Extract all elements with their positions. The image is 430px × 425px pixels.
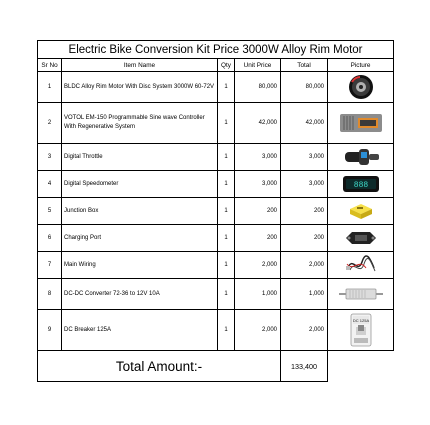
unit-price-cell: 42,000	[235, 103, 281, 144]
item-name-cell: Main Wiring	[62, 252, 218, 279]
sr-cell: 2	[38, 103, 62, 144]
sr-cell: 3	[38, 144, 62, 171]
item-name-cell: Junction Box	[62, 198, 218, 225]
picture-cell	[328, 171, 394, 198]
motor-icon	[328, 74, 393, 100]
picture-cell	[328, 310, 394, 351]
qty-cell: 1	[218, 225, 235, 252]
sr-cell: 5	[38, 198, 62, 225]
sr-cell: 1	[38, 72, 62, 103]
converter-icon	[328, 284, 393, 304]
picture-cell	[328, 225, 394, 252]
table-row	[38, 252, 394, 279]
unit-price-cell: 1,000	[235, 279, 281, 310]
header-row	[38, 59, 394, 72]
header-picture: Picture	[328, 59, 394, 72]
item-name-cell: BLDC Alloy Rim Motor With Disc System 3000W 60-72V	[62, 72, 218, 103]
sr-cell: 9	[38, 310, 62, 351]
sr-cell: 6	[38, 225, 62, 252]
sr-cell: 4	[38, 171, 62, 198]
unit-price-cell: 3,000	[235, 171, 281, 198]
item-name-cell: DC Breaker 125A	[62, 310, 218, 351]
table-row	[38, 103, 394, 144]
qty-cell: 1	[218, 144, 235, 171]
total-cell: 2,000	[281, 252, 328, 279]
item-name-cell: Digital Throttle	[62, 144, 218, 171]
picture-cell	[328, 103, 394, 144]
header-total: Total	[281, 59, 328, 72]
picture-cell	[328, 72, 394, 103]
table-title: Electric Bike Conversion Kit Price 3000W Alloy Rim Motor	[38, 41, 394, 59]
total-cell: 200	[281, 225, 328, 252]
unit-price-cell: 200	[235, 225, 281, 252]
total-cell: 80,000	[281, 72, 328, 103]
speedometer-icon	[328, 174, 393, 194]
charging-port-icon	[328, 228, 393, 248]
item-name-cell: Digital Speedometer	[62, 171, 218, 198]
qty-cell: 1	[218, 310, 235, 351]
table-row	[38, 279, 394, 310]
sr-cell: 7	[38, 252, 62, 279]
wiring-icon	[328, 254, 393, 276]
unit-price-cell: 2,000	[235, 252, 281, 279]
table-row	[38, 198, 394, 225]
table-row	[38, 171, 394, 198]
item-name-cell: VOTOL EM-150 Programmable Sine wave Controller With Regenerative System	[62, 103, 218, 144]
total-amount-value: 133,400	[281, 351, 328, 382]
table-row	[38, 72, 394, 103]
total-cell: 1,000	[281, 279, 328, 310]
table-row	[38, 144, 394, 171]
total-row	[38, 351, 394, 382]
unit-price-cell: 3,000	[235, 144, 281, 171]
sr-cell: 8	[38, 279, 62, 310]
price-sheet	[37, 40, 393, 382]
picture-cell	[328, 144, 394, 171]
total-cell: 3,000	[281, 144, 328, 171]
qty-cell: 1	[218, 72, 235, 103]
qty-cell: 1	[218, 171, 235, 198]
item-name-cell: Charging Port	[62, 225, 218, 252]
table-row	[38, 225, 394, 252]
qty-cell: 1	[218, 198, 235, 225]
junction-box-icon	[328, 201, 393, 221]
header-item-name: Item Name	[62, 59, 218, 72]
price-table	[37, 40, 394, 382]
qty-cell: 1	[218, 279, 235, 310]
total-cell: 2,000	[281, 310, 328, 351]
total-cell: 3,000	[281, 171, 328, 198]
breaker-icon	[328, 312, 393, 348]
unit-price-cell: 200	[235, 198, 281, 225]
total-cell: 200	[281, 198, 328, 225]
throttle-icon	[328, 146, 393, 168]
header-sr-no: Sr No	[38, 59, 62, 72]
qty-cell: 1	[218, 252, 235, 279]
picture-cell	[328, 198, 394, 225]
qty-cell: 1	[218, 103, 235, 144]
total-cell: 42,000	[281, 103, 328, 144]
total-amount-label: Total Amount:-	[38, 351, 281, 382]
breaker-label: DC 125A	[352, 318, 369, 323]
picture-cell	[328, 252, 394, 279]
unit-price-cell: 80,000	[235, 72, 281, 103]
speedometer-readout: 888	[353, 181, 368, 190]
controller-icon	[328, 111, 393, 135]
unit-price-cell: 2,000	[235, 310, 281, 351]
header-qty: Qty	[218, 59, 235, 72]
item-name-cell: DC-DC Converter 72-36 to 12V 10A	[62, 279, 218, 310]
picture-cell	[328, 279, 394, 310]
header-unit-price: Unit Price	[235, 59, 281, 72]
table-row	[38, 310, 394, 351]
